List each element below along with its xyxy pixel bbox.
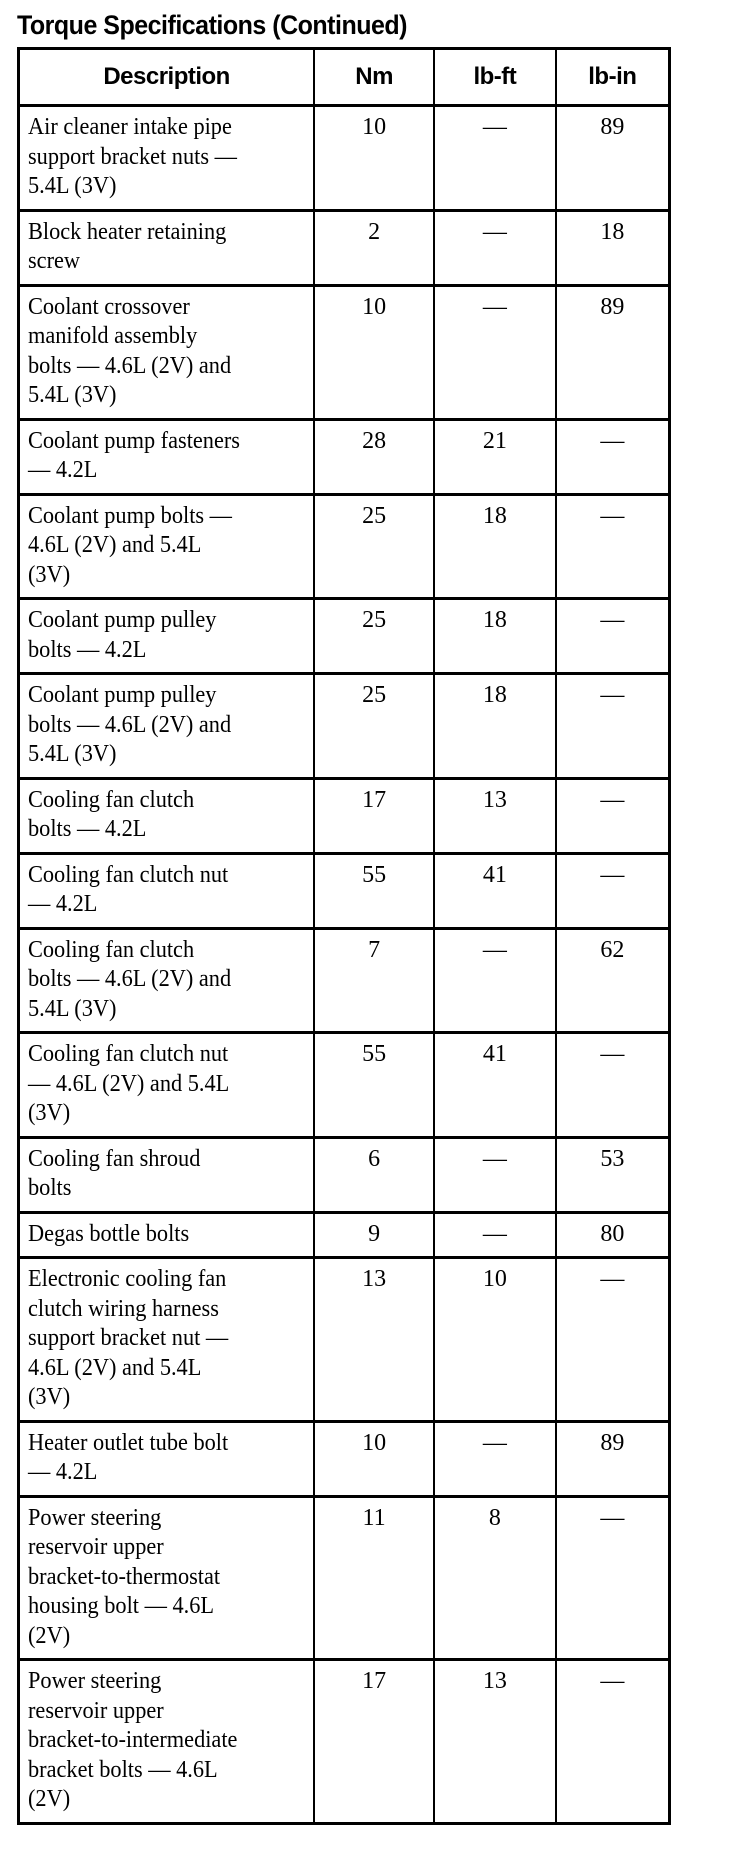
description-cell bbox=[19, 928, 315, 1033]
lb-in-cell: 62 bbox=[556, 928, 670, 1033]
lb-in-cell: — bbox=[556, 778, 670, 853]
lb-ft-cell: 13 bbox=[434, 1660, 556, 1824]
description-line: manifold assembly bbox=[28, 323, 198, 349]
column-header-nm: Nm bbox=[314, 49, 434, 106]
description-line: Coolant pump bolts — bbox=[28, 502, 232, 529]
lb-ft-cell: — bbox=[434, 1421, 556, 1496]
table-row bbox=[19, 1496, 670, 1660]
description-line: Block heater retaining bbox=[28, 218, 227, 245]
lb-in-cell: 18 bbox=[556, 210, 670, 285]
description-line: 5.4L (3V) bbox=[28, 382, 117, 408]
lb-in-cell: — bbox=[556, 674, 670, 779]
description-line: (2V) bbox=[28, 1622, 71, 1649]
lb-ft-cell: 18 bbox=[434, 599, 556, 674]
table-row bbox=[19, 1212, 670, 1258]
lb-in-cell: 80 bbox=[556, 1212, 670, 1258]
lb-ft-cell: 18 bbox=[434, 674, 556, 779]
description-line: bolts — 4.6L (2V) and bbox=[28, 711, 232, 738]
description-line: Air cleaner intake pipe bbox=[28, 114, 232, 140]
nm-cell: 17 bbox=[314, 1660, 434, 1824]
description-line: 4.6L (2V) and 5.4L bbox=[28, 1354, 202, 1381]
nm-cell: 10 bbox=[314, 106, 434, 211]
lb-ft-cell: 8 bbox=[434, 1496, 556, 1660]
lb-in-cell: — bbox=[556, 1033, 670, 1138]
description-line: bracket-to-intermediate bbox=[28, 1727, 238, 1753]
description-line: Heater outlet tube bolt bbox=[28, 1429, 229, 1456]
table-row bbox=[19, 494, 670, 599]
description-cell bbox=[19, 1033, 315, 1138]
description-cell bbox=[19, 1421, 315, 1496]
lb-ft-cell: 41 bbox=[434, 1033, 556, 1138]
lb-in-cell: 89 bbox=[556, 285, 670, 419]
description-line: bolts — 4.6L (2V) and bbox=[28, 966, 232, 992]
description-line: reservoir upper bbox=[28, 1534, 164, 1560]
lb-ft-cell: 13 bbox=[434, 778, 556, 853]
table-row bbox=[19, 285, 670, 419]
lb-in-cell: — bbox=[556, 853, 670, 928]
description-line: bolts — 4.2L bbox=[28, 636, 147, 663]
table-body bbox=[19, 106, 670, 1824]
description-line: (3V) bbox=[28, 1384, 71, 1410]
lb-in-cell: — bbox=[556, 419, 670, 494]
nm-cell: 28 bbox=[314, 419, 434, 494]
nm-cell: 9 bbox=[314, 1212, 434, 1258]
lb-ft-cell: 21 bbox=[434, 419, 556, 494]
column-header-lb-in: lb-in bbox=[556, 49, 670, 106]
description-cell bbox=[19, 853, 315, 928]
lb-in-cell: — bbox=[556, 1496, 670, 1660]
description-line: (3V) bbox=[28, 1100, 71, 1126]
description-cell bbox=[19, 1212, 315, 1258]
description-line: — 4.6L (2V) and 5.4L bbox=[28, 1070, 230, 1097]
description-line: — 4.2L bbox=[28, 457, 98, 483]
description-cell bbox=[19, 494, 315, 599]
lb-in-cell: — bbox=[556, 1660, 670, 1824]
description-line: bolts — 4.6L (2V) and bbox=[28, 352, 232, 379]
description-line: screw bbox=[28, 248, 81, 274]
table-title: Torque Specifications (Continued) bbox=[17, 10, 407, 41]
description-line: Cooling fan clutch bbox=[28, 936, 195, 963]
nm-cell: 55 bbox=[314, 1033, 434, 1138]
description-cell bbox=[19, 778, 315, 853]
description-line: (2V) bbox=[28, 1786, 71, 1812]
table-row bbox=[19, 210, 670, 285]
description-line: Coolant crossover bbox=[28, 293, 190, 320]
description-line: Power steering bbox=[28, 1504, 162, 1531]
lb-in-cell: 53 bbox=[556, 1137, 670, 1212]
column-header-lb-ft: lb-ft bbox=[434, 49, 556, 106]
description-cell bbox=[19, 1137, 315, 1212]
lb-ft-cell: — bbox=[434, 210, 556, 285]
nm-cell: 25 bbox=[314, 599, 434, 674]
table-row bbox=[19, 1137, 670, 1212]
nm-cell: 13 bbox=[314, 1258, 434, 1422]
description-line: 5.4L (3V) bbox=[28, 173, 117, 199]
description-line: support bracket nuts — bbox=[28, 143, 237, 170]
table-row bbox=[19, 674, 670, 779]
lb-ft-cell: 18 bbox=[434, 494, 556, 599]
description-cell bbox=[19, 210, 315, 285]
table-row bbox=[19, 1033, 670, 1138]
nm-cell: 10 bbox=[314, 1421, 434, 1496]
description-line: Power steering bbox=[28, 1668, 162, 1694]
description-line: clutch wiring harness bbox=[28, 1295, 219, 1322]
description-line: — 4.2L bbox=[28, 891, 98, 917]
nm-cell: 25 bbox=[314, 674, 434, 779]
nm-cell: 10 bbox=[314, 285, 434, 419]
lb-in-cell: — bbox=[556, 599, 670, 674]
lb-ft-cell: — bbox=[434, 1212, 556, 1258]
description-line: bolts bbox=[28, 1175, 72, 1201]
description-line: — 4.2L bbox=[28, 1459, 98, 1485]
table-row bbox=[19, 419, 670, 494]
description-line: Cooling fan clutch nut bbox=[28, 861, 229, 888]
table-row bbox=[19, 1421, 670, 1496]
nm-cell: 2 bbox=[314, 210, 434, 285]
description-cell bbox=[19, 106, 315, 211]
table-row bbox=[19, 106, 670, 211]
description-line: support bracket nut — bbox=[28, 1325, 229, 1351]
lb-in-cell: 89 bbox=[556, 106, 670, 211]
nm-cell: 25 bbox=[314, 494, 434, 599]
lb-ft-cell: — bbox=[434, 106, 556, 211]
torque-specifications-table bbox=[17, 47, 671, 1825]
table-row bbox=[19, 1258, 670, 1422]
description-line: 5.4L (3V) bbox=[28, 741, 117, 767]
header-row bbox=[19, 49, 670, 106]
table-row bbox=[19, 599, 670, 674]
lb-ft-cell: — bbox=[434, 285, 556, 419]
nm-cell: 55 bbox=[314, 853, 434, 928]
lb-in-cell: — bbox=[556, 494, 670, 599]
description-cell bbox=[19, 419, 315, 494]
description-cell bbox=[19, 285, 315, 419]
lb-in-cell: — bbox=[556, 1258, 670, 1422]
description-line: Degas bottle bolts bbox=[28, 1220, 190, 1247]
column-header-description: Description bbox=[19, 49, 315, 106]
lb-ft-cell: 10 bbox=[434, 1258, 556, 1422]
description-line: Electronic cooling fan bbox=[28, 1266, 227, 1292]
description-line: bracket bolts — 4.6L bbox=[28, 1756, 218, 1783]
lb-ft-cell: — bbox=[434, 928, 556, 1033]
description-cell bbox=[19, 1660, 315, 1824]
lb-ft-cell: — bbox=[434, 1137, 556, 1212]
lb-in-cell: 89 bbox=[556, 1421, 670, 1496]
table-row bbox=[19, 1660, 670, 1824]
nm-cell: 6 bbox=[314, 1137, 434, 1212]
nm-cell: 7 bbox=[314, 928, 434, 1033]
description-cell bbox=[19, 674, 315, 779]
table-row bbox=[19, 928, 670, 1033]
description-line: reservoir upper bbox=[28, 1697, 164, 1724]
description-line: Cooling fan shroud bbox=[28, 1145, 201, 1172]
description-line: Cooling fan clutch nut bbox=[28, 1041, 229, 1067]
description-line: 5.4L (3V) bbox=[28, 995, 117, 1022]
description-line: Coolant pump pulley bbox=[28, 607, 217, 633]
description-cell bbox=[19, 599, 315, 674]
nm-cell: 17 bbox=[314, 778, 434, 853]
description-line: (3V) bbox=[28, 561, 71, 588]
description-line: Coolant pump fasteners bbox=[28, 427, 240, 454]
description-line: Cooling fan clutch bbox=[28, 786, 195, 813]
description-line: bolts — 4.2L bbox=[28, 816, 147, 842]
nm-cell: 11 bbox=[314, 1496, 434, 1660]
description-line: bracket-to-thermostat bbox=[28, 1563, 221, 1590]
description-line: 4.6L (2V) and 5.4L bbox=[28, 532, 202, 558]
lb-ft-cell: 41 bbox=[434, 853, 556, 928]
table-row bbox=[19, 778, 670, 853]
description-cell bbox=[19, 1496, 315, 1660]
description-cell bbox=[19, 1258, 315, 1422]
description-line: Coolant pump pulley bbox=[28, 682, 217, 708]
description-line: housing bolt — 4.6L bbox=[28, 1593, 215, 1619]
table-row bbox=[19, 853, 670, 928]
